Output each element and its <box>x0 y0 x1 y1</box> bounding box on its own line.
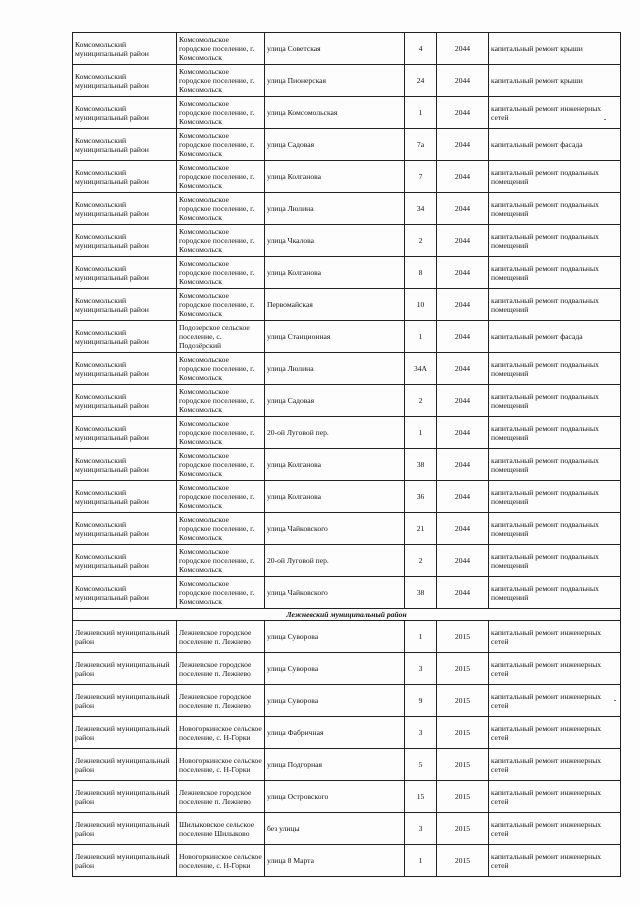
work-type-cell: капитальный ремонт подвальных помещений <box>489 545 621 577</box>
work-type-cell: капитальный ремонт инженерных сетей <box>489 97 621 129</box>
settlement-cell: Подозерское сельское поселение, с. Подозёрский <box>177 321 265 353</box>
street-cell: улица Колганова <box>265 257 405 289</box>
work-type-cell: капитальный ремонт инженерных сетей <box>489 749 621 781</box>
house-number-cell: 9 <box>405 685 437 717</box>
street-cell: улица Суворова <box>265 685 405 717</box>
settlement-cell: Комсомольское городское поселение, г. Комсомольск <box>177 577 265 609</box>
work-type-cell: капитальный ремонт фасада <box>489 321 621 353</box>
house-number-cell: 10 <box>405 289 437 321</box>
house-number-cell: 1 <box>405 417 437 449</box>
house-number-cell: 1 <box>405 97 437 129</box>
settlement-cell: Комсомольское городское поселение, г. Комсомольск <box>177 353 265 385</box>
district-cell: Комсомольский муниципальный район <box>73 353 177 385</box>
year-cell: 2044 <box>437 481 489 513</box>
street-cell: улица Люлина <box>265 353 405 385</box>
settlement-cell: Лежневское городское поселение п. Лежнево <box>177 621 265 653</box>
district-cell: Лежневский муниципальный район <box>73 813 177 845</box>
table-row <box>73 417 621 449</box>
year-cell: 2044 <box>437 193 489 225</box>
year-cell: 2015 <box>437 717 489 749</box>
house-number-cell: 2 <box>405 385 437 417</box>
year-cell: 2044 <box>437 225 489 257</box>
table-row <box>73 717 621 749</box>
street-cell: улица Советская <box>265 33 405 65</box>
work-type-cell: капитальный ремонт подвальных помещений <box>489 481 621 513</box>
year-cell: 2044 <box>437 577 489 609</box>
street-cell: улица Колганова <box>265 481 405 513</box>
house-number-cell: 3 <box>405 717 437 749</box>
table-row <box>73 353 621 385</box>
work-type-cell: капитальный ремонт крыши <box>489 65 621 97</box>
district-cell: Комсомольский муниципальный район <box>73 577 177 609</box>
house-number-cell: 4 <box>405 33 437 65</box>
street-cell: улица Островского <box>265 781 405 813</box>
year-cell: 2015 <box>437 685 489 717</box>
year-cell: 2044 <box>437 545 489 577</box>
work-type-cell: капитальный ремонт инженерных сетей <box>489 685 621 717</box>
year-cell: 2015 <box>437 845 489 877</box>
year-cell: 2044 <box>437 33 489 65</box>
year-cell: 2044 <box>437 417 489 449</box>
district-cell: Комсомольский муниципальный район <box>73 481 177 513</box>
settlement-cell: Комсомольское городское поселение, г. Комсомольск <box>177 225 265 257</box>
table-row <box>73 685 621 717</box>
district-cell: Лежневский муниципальный район <box>73 717 177 749</box>
work-type-cell: капитальный ремонт подвальных помещений <box>489 513 621 545</box>
table-row <box>73 749 621 781</box>
district-cell: Комсомольский муниципальный район <box>73 65 177 97</box>
table-row <box>73 65 621 97</box>
table-row <box>73 321 621 353</box>
settlement-cell: Лежневское городское поселение п. Лежнево <box>177 653 265 685</box>
district-cell: Лежневский муниципальный район <box>73 845 177 877</box>
district-cell: Комсомольский муниципальный район <box>73 545 177 577</box>
settlement-cell: Комсомольское городское поселение, г. Комсомольск <box>177 193 265 225</box>
work-type-cell: капитальный ремонт подвальных помещений <box>489 289 621 321</box>
year-cell: 2015 <box>437 781 489 813</box>
settlement-cell: Комсомольское городское поселение, г. Комсомольск <box>177 129 265 161</box>
district-cell: Комсомольский муниципальный район <box>73 513 177 545</box>
settlement-cell: Новогоркинское сельское поселение, с. Н-Горки <box>177 717 265 749</box>
street-cell: без улицы <box>265 813 405 845</box>
settlement-cell: Лежневское городское поселение п. Лежнево <box>177 781 265 813</box>
table-row <box>73 653 621 685</box>
year-cell: 2044 <box>437 321 489 353</box>
year-cell: 2044 <box>437 513 489 545</box>
repair-program-table <box>72 32 621 877</box>
table-row <box>73 129 621 161</box>
street-cell: улица Колганова <box>265 449 405 481</box>
street-cell: улица Суворова <box>265 621 405 653</box>
street-cell: улица Фабричная <box>265 717 405 749</box>
district-cell: Комсомольский муниципальный район <box>73 129 177 161</box>
house-number-cell: 2 <box>405 545 437 577</box>
street-cell: Первомайская <box>265 289 405 321</box>
district-cell: Комсомольский муниципальный район <box>73 417 177 449</box>
street-cell: улица Чайковского <box>265 577 405 609</box>
section-title: Лежневский муниципальный район <box>73 609 621 621</box>
table-row <box>73 385 621 417</box>
settlement-cell: Комсомольское городское поселение, г. Комсомольск <box>177 97 265 129</box>
work-type-cell: капитальный ремонт подвальных помещений <box>489 577 621 609</box>
house-number-cell: 15 <box>405 781 437 813</box>
table-row <box>73 545 621 577</box>
district-cell: Комсомольский муниципальный район <box>73 225 177 257</box>
settlement-cell: Комсомольское городское поселение, г. Комсомольск <box>177 289 265 321</box>
work-type-cell: капитальный ремонт подвальных помещений <box>489 161 621 193</box>
table-row <box>73 845 621 877</box>
house-number-cell: 5 <box>405 749 437 781</box>
district-cell: Лежневский муниципальный район <box>73 749 177 781</box>
house-number-cell: 21 <box>405 513 437 545</box>
house-number-cell: 34А <box>405 353 437 385</box>
work-type-cell: капитальный ремонт фасада <box>489 129 621 161</box>
house-number-cell: 34 <box>405 193 437 225</box>
year-cell: 2044 <box>437 129 489 161</box>
district-cell: Лежневский муниципальный район <box>73 685 177 717</box>
settlement-cell: Комсомольское городское поселение, г. Комсомольск <box>177 417 265 449</box>
table-row <box>73 33 621 65</box>
street-cell: улица Садовая <box>265 129 405 161</box>
district-cell: Комсомольский муниципальный район <box>73 449 177 481</box>
year-cell: 2015 <box>437 813 489 845</box>
house-number-cell: 8 <box>405 257 437 289</box>
street-cell: улица Подгорная <box>265 749 405 781</box>
district-cell: Комсомольский муниципальный район <box>73 33 177 65</box>
lezhnevo-section <box>73 609 621 621</box>
house-number-cell: 38 <box>405 449 437 481</box>
house-number-cell: 3 <box>405 813 437 845</box>
settlement-cell: Комсомольское городское поселение, г. Комсомольск <box>177 257 265 289</box>
house-number-cell: 7 <box>405 161 437 193</box>
year-cell: 2044 <box>437 385 489 417</box>
work-type-cell: капитальный ремонт подвальных помещений <box>489 417 621 449</box>
settlement-cell: Комсомольское городское поселение, г. Комсомольск <box>177 545 265 577</box>
table-row <box>73 577 621 609</box>
street-cell: улица Садовая <box>265 385 405 417</box>
year-cell: 2015 <box>437 621 489 653</box>
komsomolsk-rows <box>73 33 621 609</box>
year-cell: 2044 <box>437 65 489 97</box>
street-cell: улица Чайковского <box>265 513 405 545</box>
street-cell: улица Станционная <box>265 321 405 353</box>
table-row <box>73 225 621 257</box>
year-cell: 2044 <box>437 289 489 321</box>
work-type-cell: капитальный ремонт инженерных сетей <box>489 813 621 845</box>
settlement-cell: Комсомольское городское поселение, г. Комсомольск <box>177 481 265 513</box>
year-cell: 2044 <box>437 449 489 481</box>
settlement-cell: Шилыковское сельское поселение Шилыково <box>177 813 265 845</box>
work-type-cell: капитальный ремонт инженерных сетей <box>489 845 621 877</box>
settlement-cell: Комсомольское городское поселение, г. Комсомольск <box>177 65 265 97</box>
work-type-cell: капитальный ремонт инженерных сетей <box>489 717 621 749</box>
house-number-cell: 1 <box>405 321 437 353</box>
table-row <box>73 513 621 545</box>
table-row <box>73 193 621 225</box>
table-row <box>73 813 621 845</box>
year-cell: 2015 <box>437 749 489 781</box>
district-cell: Комсомольский муниципальный район <box>73 161 177 193</box>
district-cell: Комсомольский муниципальный район <box>73 193 177 225</box>
house-number-cell: 3 <box>405 653 437 685</box>
work-type-cell: капитальный ремонт подвальных помещений <box>489 385 621 417</box>
house-number-cell: 7а <box>405 129 437 161</box>
settlement-cell: Новогоркинское сельское поселение, с. Н-Горки <box>177 749 265 781</box>
year-cell: 2044 <box>437 257 489 289</box>
street-cell: улица Люлина <box>265 193 405 225</box>
house-number-cell: 1 <box>405 845 437 877</box>
district-cell: Лежневский муниципальный район <box>73 621 177 653</box>
street-cell: улица 8 Марта <box>265 845 405 877</box>
work-type-cell: капитальный ремонт крыши <box>489 33 621 65</box>
district-cell: Комсомольский муниципальный район <box>73 385 177 417</box>
settlement-cell: Лежневское городское поселение п. Лежнево <box>177 685 265 717</box>
street-cell: улица Суворова <box>265 653 405 685</box>
district-cell: Лежневский муниципальный район <box>73 653 177 685</box>
settlement-cell: Комсомольское городское поселение, г. Комсомольск <box>177 385 265 417</box>
work-type-cell: капитальный ремонт инженерных сетей <box>489 621 621 653</box>
table-row <box>73 621 621 653</box>
year-cell: 2015 <box>437 653 489 685</box>
street-cell: 20-ой Луговой пер. <box>265 545 405 577</box>
street-cell: улица Комсомольская <box>265 97 405 129</box>
district-cell: Лежневский муниципальный район <box>73 781 177 813</box>
house-number-cell: 2 <box>405 225 437 257</box>
street-cell: улица Пионерская <box>265 65 405 97</box>
work-type-cell: капитальный ремонт инженерных сетей <box>489 653 621 685</box>
house-number-cell: 36 <box>405 481 437 513</box>
house-number-cell: 24 <box>405 65 437 97</box>
district-cell: Комсомольский муниципальный район <box>73 289 177 321</box>
district-cell: Комсомольский муниципальный район <box>73 257 177 289</box>
year-cell: 2044 <box>437 161 489 193</box>
house-number-cell: 1 <box>405 621 437 653</box>
street-cell: 20-ой Луговой пер. <box>265 417 405 449</box>
work-type-cell: капитальный ремонт подвальных помещений <box>489 353 621 385</box>
table-row <box>73 449 621 481</box>
table-row <box>73 257 621 289</box>
section-header-row <box>73 609 621 621</box>
lezhnevo-rows <box>73 621 621 877</box>
year-cell: 2044 <box>437 97 489 129</box>
settlement-cell: Комсомольское городское поселение, г. Комсомольск <box>177 449 265 481</box>
work-type-cell: капитальный ремонт инженерных сетей <box>489 781 621 813</box>
settlement-cell: Комсомольское городское поселение, г. Комсомольск <box>177 33 265 65</box>
table-row <box>73 289 621 321</box>
table-row <box>73 97 621 129</box>
settlement-cell: Новогоркинское сельское поселение, с. Н-Горки <box>177 845 265 877</box>
table-row <box>73 161 621 193</box>
street-cell: улица Чкалова <box>265 225 405 257</box>
settlement-cell: Комсомольское городское поселение, г. Комсомольск <box>177 513 265 545</box>
table-row <box>73 481 621 513</box>
street-cell: улица Колганова <box>265 161 405 193</box>
work-type-cell: капитальный ремонт подвальных помещений <box>489 193 621 225</box>
work-type-cell: капитальный ремонт подвальных помещений <box>489 257 621 289</box>
house-number-cell: 38 <box>405 577 437 609</box>
year-cell: 2044 <box>437 353 489 385</box>
district-cell: Комсомольский муниципальный район <box>73 321 177 353</box>
district-cell: Комсомольский муниципальный район <box>73 97 177 129</box>
work-type-cell: капитальный ремонт подвальных помещений <box>489 225 621 257</box>
work-type-cell: капитальный ремонт подвальных помещений <box>489 449 621 481</box>
table-row <box>73 781 621 813</box>
settlement-cell: Комсомольское городское поселение, г. Комсомольск <box>177 161 265 193</box>
